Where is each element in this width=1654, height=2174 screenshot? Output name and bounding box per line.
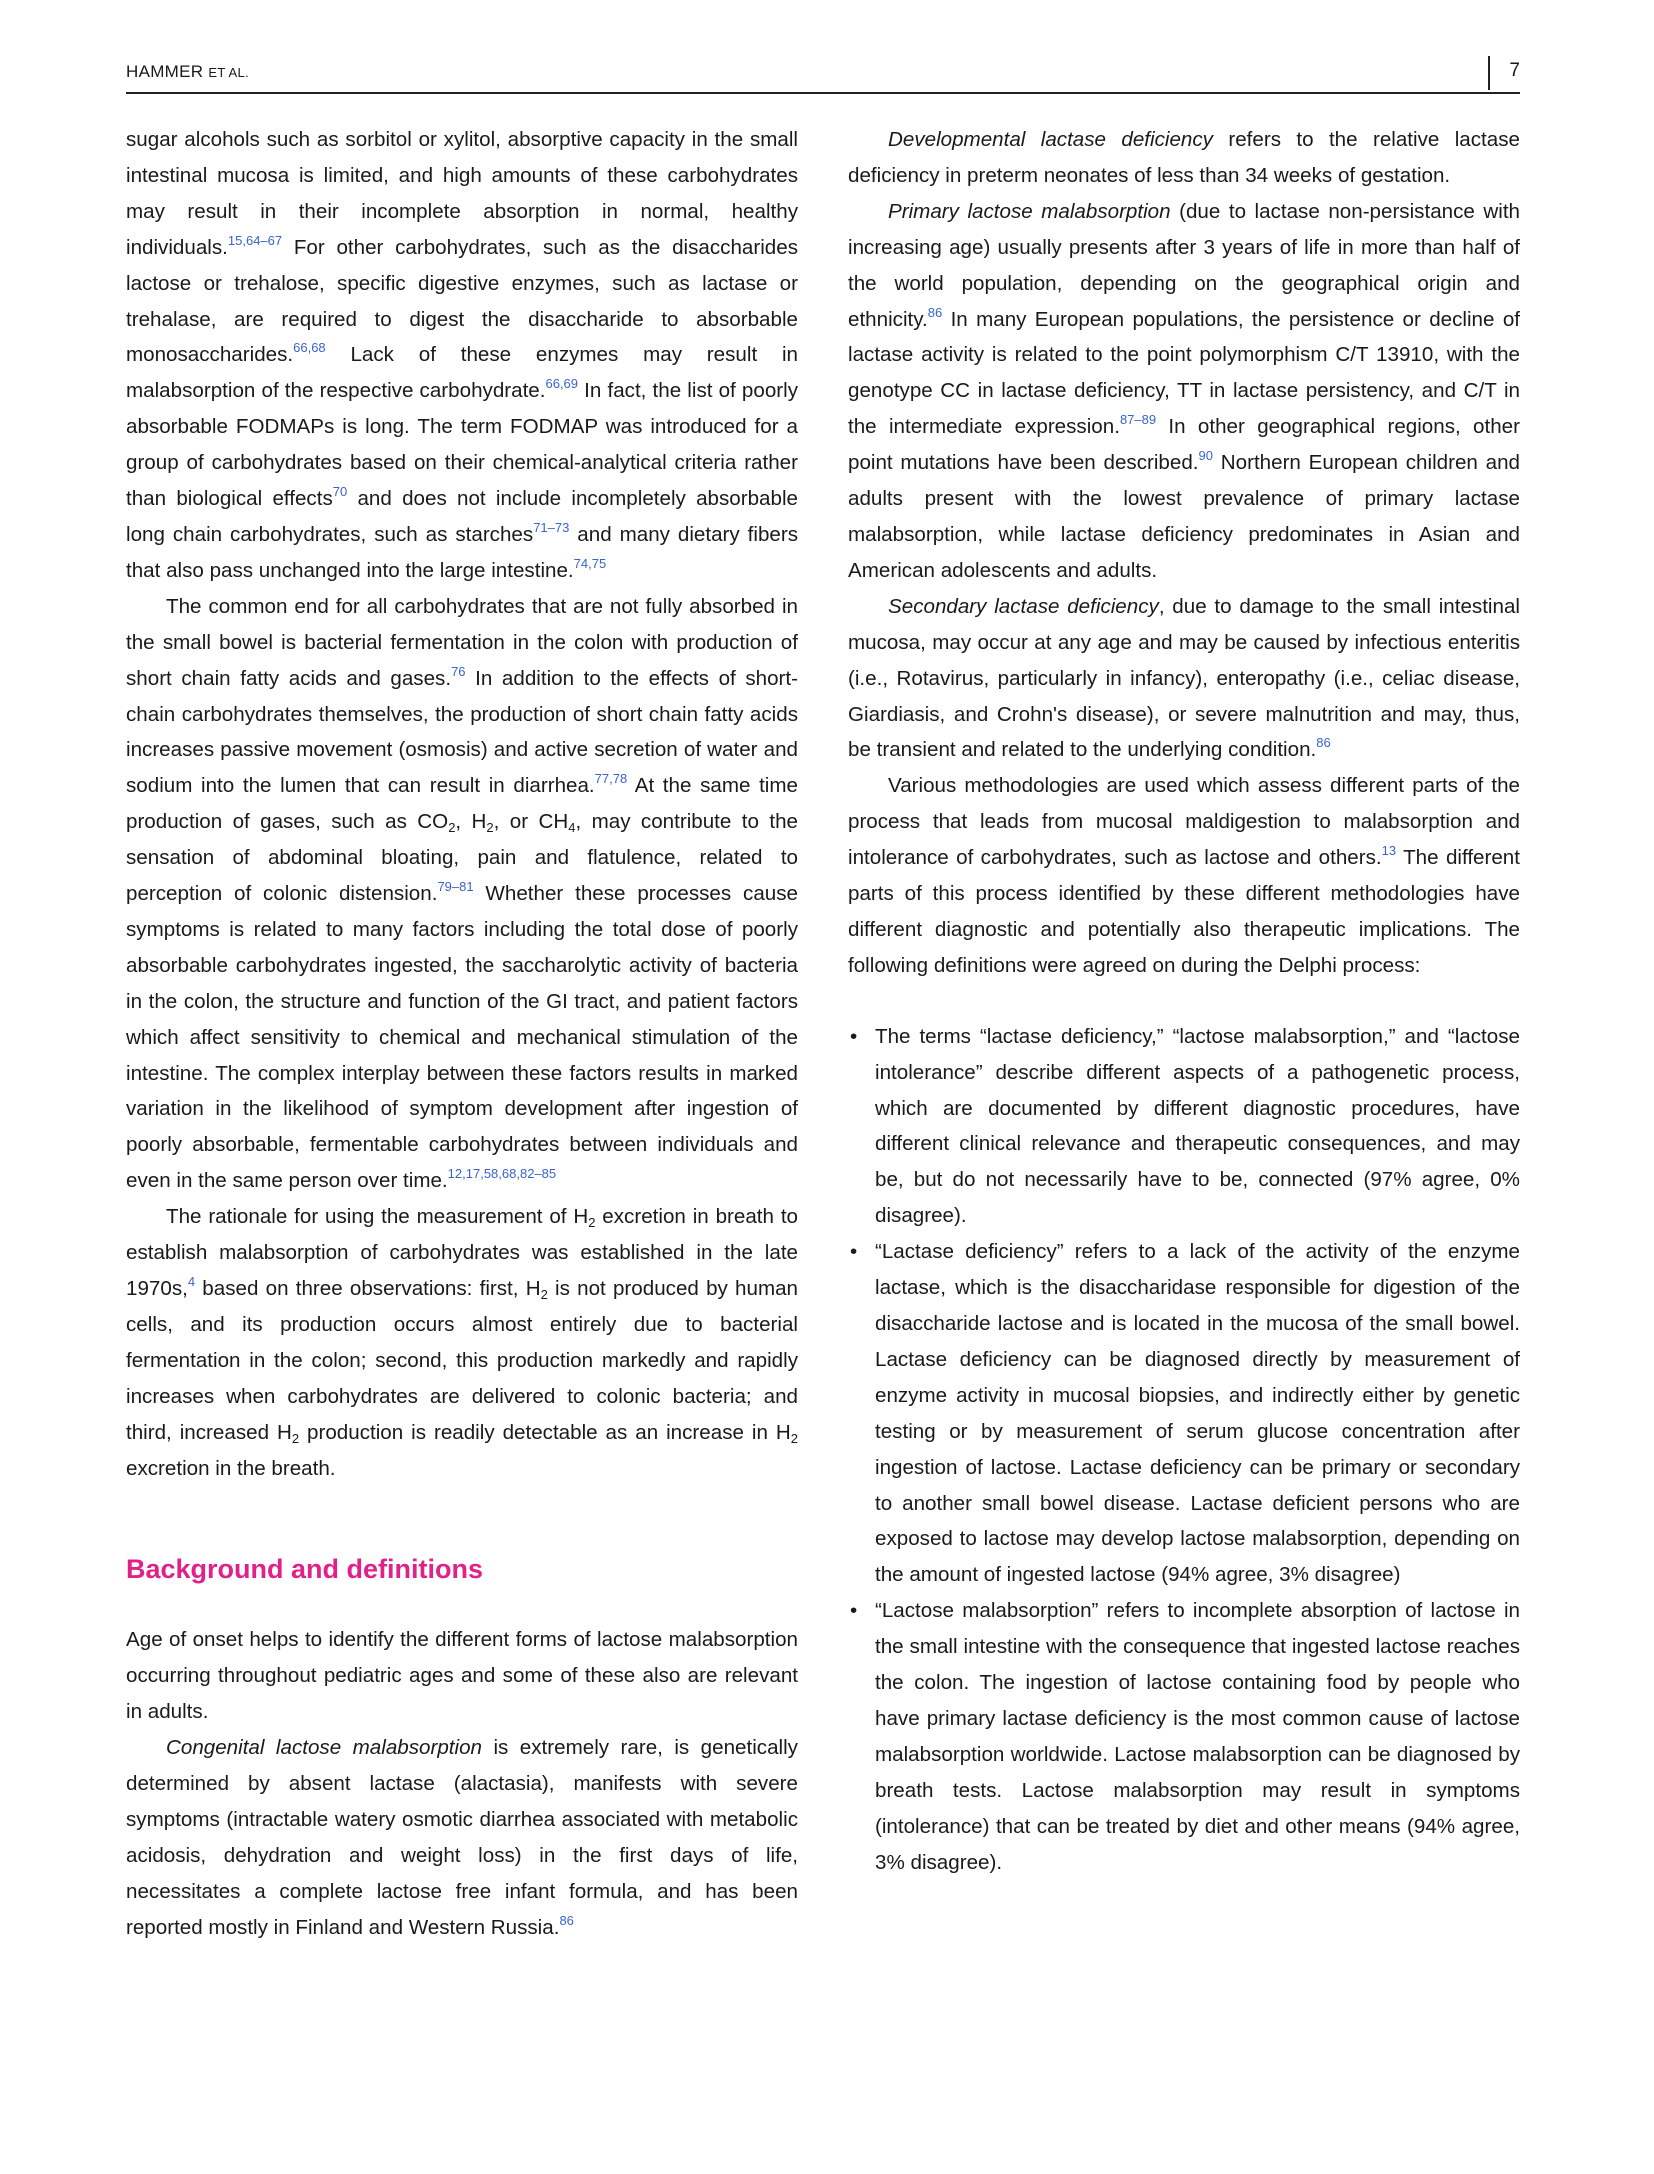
citation-link[interactable]: 87–89: [1119, 412, 1157, 428]
definition-list: [848, 1019, 1520, 1881]
running-author: HAMMER ET AL.: [126, 62, 249, 81]
citation-link[interactable]: 66,68: [293, 340, 326, 356]
list-item: • “Lactase deficiency” refers to a lack of the activity of the enzyme lactase, which is the disaccharidase responsible for digestion of the disaccharide lactose and is located in the mucosa of the small bowel. Lactase deficiency can be diagnosed directly by measurement of enzyme activity in mucosal biopsies, and indirectly either by genetic testing or by measurement of serum glucose concentration after ingestion of lactose. Lactase deficiency can be primary or secondary to another small bowel disease. Lactase deficient persons who are exposed to lactose may develop lactose malabsorption, depending on the amount of ingested lactose (94% agree, 3% disagree): [848, 1234, 1520, 1593]
citation-link[interactable]: 4: [187, 1274, 196, 1289]
paragraph: Age of onset helps to identify the different forms of lactose malabsorption occurring throughout pediatric ages and some of these also are relevant in adults.: [126, 1628, 798, 1724]
citation-link[interactable]: 71–73: [533, 519, 570, 535]
citation-link[interactable]: 90: [1198, 448, 1213, 464]
term: Secondary lactase deficiency: [888, 594, 1159, 618]
bullet-icon: •: [850, 1240, 858, 1264]
section-heading: Background and definitions: [126, 1554, 484, 1585]
citation-link[interactable]: 70: [332, 484, 348, 500]
citation-link[interactable]: 86: [1316, 735, 1331, 751]
bullet-icon: •: [850, 1599, 858, 1623]
header-divider: [1488, 56, 1490, 90]
paragraph: Primary lactose malabsorption (due to lactase non-persistance with increasing age) usually presents after 3 years of life in more than half of the world population, depending on the geographical origin and ethnicity.$^{86}$ In many European populations, the persistence or decline of lactase activity is related to the point polymorphism C/T 13910, with the genotype CC in lactase deficiency, TT in lactase persistency, and C/T in the intermediate expression.$^{87-89}$ In other geographical regions, other point mutations have been described.$^{90}$ Northern European children and adults present with the lowest prevalence of primary lactase malabsorption, while lactase deficiency predominates in Asian and American adolescents and adults.: [848, 199, 1521, 582]
paragraph: Various methodologies are used which assess different parts of the process that leads from mucosal maldigestion to malabsorption and intolerance of carbohydrates, such as lactose and others.$^{13}$ The different parts of this process identified by these different methodologies have different diagnostic and potentially also therapeutic implications. The following definitions were agreed on during the Delphi process:: [848, 774, 1520, 977]
citation-link[interactable]: 74,75: [573, 555, 607, 571]
paragraph: The common end for all carbohydrates that are not fully absorbed in the small bowel is bacterial fermentation in the colon with production of short chain fatty acids and gases.$^{76}$ In addition to the effects of short-chain carbohydrates themselves, the production of short chain fatty acids increases passive movement (osmosis) and active secretion of water and sodium into the lumen that can result in diarrhea.$^{77,78}$ At the same time production of gases, such as $CO_2$, $H_2$, or $CH_4$, may contribute to the sensation of abdominal bloating, pain and flatulence, related to perception of colonic distension.$^{79-81}$ Whether these processes cause symptoms is related to many factors including the total dose of poorly absorbable carbohydrates ingested, the saccharolytic activity of bacteria in the colon, the structure and function of the GI tract, and patient factors which affect sensitivity to chemical and mechanical stimulation of the intestine. The complex interplay between these factors results in marked variation in the likelihood of symptom development after ingestion of poorly absorbable, fermentable carbohydrates between individuals and even in the same person over time.$^{12,17,58,68,82-85}$: [126, 594, 798, 1193]
citation-link[interactable]: 86: [927, 304, 943, 320]
citation-link[interactable]: 86: [559, 1912, 574, 1928]
running-header: [126, 58, 1520, 92]
right-column: [848, 122, 1520, 1881]
list-item: • “Lactose malabsorption” refers to incomplete absorption of lactose in the small intestine with the consequence that ingested lactose reaches the colon. The ingestion of lactose containing food by people who have primary lactase deficiency is the most common cause of lactose malabsorption worldwide. Lactose malabsorption can be diagnosed by breath tests. Lactose malabsorption may result in symptoms (intolerance) that can be treated by diet and other means (94% agree, 3% disagree).: [848, 1593, 1520, 1880]
term: Primary lactose malabsorption: [888, 199, 1171, 223]
paragraph: sugar alcohols such as sorbitol or xylitol, absorptive capacity in the small intestinal mucosa is limited, and high amounts of these carbohydrates may result in their incomplete absorption in normal, healthy individuals.$^{15,64-67}$ For other carbohydrates, such as the disaccharides lactose or trehalose, specific digestive enzymes, such as lactase or trehalase, are required to digest the disaccharide to absorbable monosaccharides.$^{66,68}$ Lack of these enzymes may result in malabsorption of the respective carbohydrate.$^{66,69}$ In fact, the list of poorly absorbable FODMAPs is long. The term FODMAP was introduced for a group of carbohydrates based on their chemical-analytical criteria rather than biological effects$^{70}$ and does not include incompletely absorbable long chain carbohydrates, such as starches$^{71-73}$ and many dietary fibers that also pass unchanged into the large intestine.$^{74,75}$: [126, 128, 798, 582]
citation-link[interactable]: 15,64–67: [227, 232, 283, 248]
citation-link[interactable]: 76: [451, 663, 466, 679]
citation-link[interactable]: 13: [1381, 843, 1397, 859]
paragraph: Secondary lactase deficiency, due to damage to the small intestinal mucosa, may occur at any age and may be caused by infectious enteritis (i.e., Rotavirus, particularly in infancy), enteropathy (i.e., celiac disease, Giardiasis, and Crohn's disease), or severe malnutrition and may, thus, be transient and related to the underlying condition.$^{86}$: [848, 594, 1520, 762]
citation-link[interactable]: 66,69: [545, 376, 579, 392]
list-item: • The terms “lactase deficiency,” “lactose malabsorption,” and “lactose intolerance” describe different aspects of a pathogenetic process, which are documented by different diagnostic procedures, have different clinical relevance and therapeutic consequences, and may be, but do not necessarily have to be, connected (97% agree, 0% disagree).: [848, 1019, 1520, 1234]
bullet-icon: •: [850, 1024, 858, 1048]
paragraph: Developmental lactase deficiency refers to the relative lactase deficiency in preterm neonates of less than 34 weeks of gestation.: [848, 128, 1520, 187]
paragraph: The rationale for using the measurement of $H_2$ excretion in breath to establish malabsorption of carbohydrates was established in the late 1970s,$^4$ based on three observations: first, $H_2$ is not produced by human cells, and its production occurs almost entirely due to bacterial fermentation in the colon; second, this production markedly and rapidly increases when carbohydrates are delivered to colonic bacteria; and third, increased $H_2$ production is readily detectable as an increase in $H_2$ excretion in the breath.: [126, 1205, 799, 1480]
term: Developmental lactase deficiency: [888, 128, 1213, 151]
citation-link[interactable]: 79–81: [437, 879, 474, 895]
header-rule: [126, 92, 1520, 94]
left-column: [126, 122, 798, 1946]
page-number: 7: [1509, 60, 1520, 81]
citation-link[interactable]: 12,17,58,68,82–85: [447, 1166, 557, 1182]
term: Congenital lactose malabsorption: [166, 1736, 482, 1760]
paragraph: Congenital lactose malabsorption is extremely rare, is genetically determined by absent lactase (alactasia), manifests with severe symptoms (intractable watery osmotic diarrhea associated with metabolic acidosis, dehydration and weight loss) in the first days of life, necessitates a complete lactose free infant formula, and has been reported mostly in Finland and Western Russia.$^{86}$: [126, 1736, 798, 1939]
citation-link[interactable]: 77,78: [594, 771, 628, 787]
